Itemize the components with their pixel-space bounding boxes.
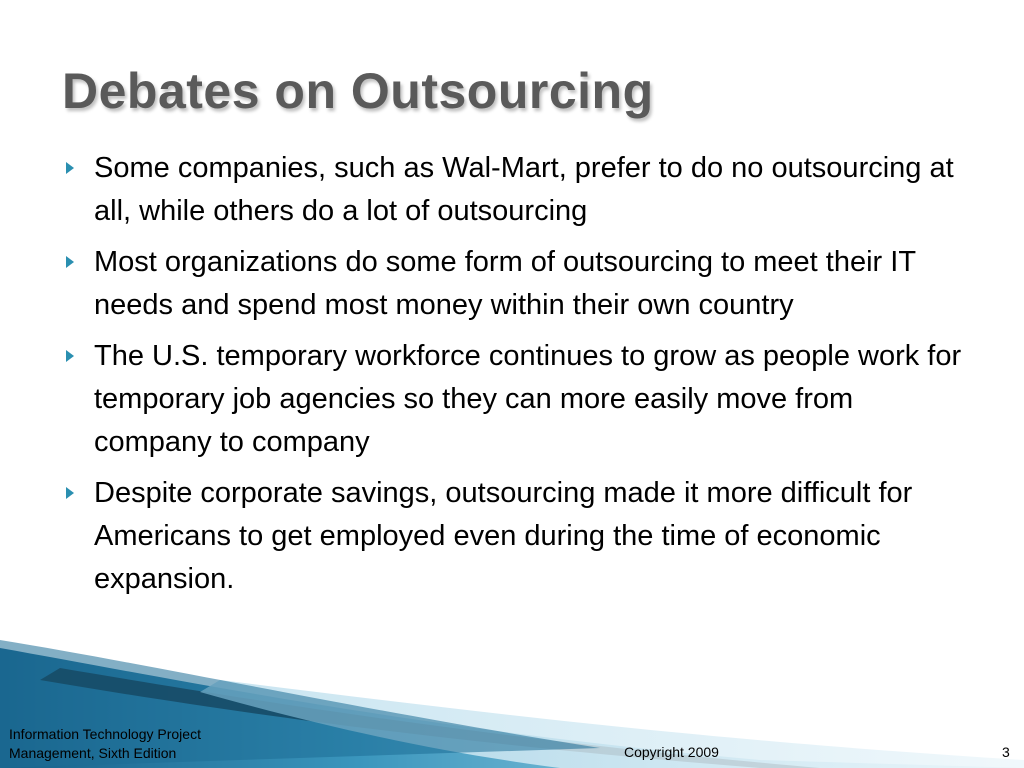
bullet-item — [64, 472, 974, 601]
slide-page-number: 3 — [1002, 744, 1010, 760]
triangle-bullet-icon — [66, 350, 74, 362]
footer-book-line2: Management, Sixth Edition — [9, 745, 177, 761]
bullet-list — [64, 147, 974, 609]
bullet-item — [64, 241, 974, 327]
triangle-bullet-icon — [66, 162, 74, 174]
footer-book-title — [9, 725, 201, 763]
bullet-item — [64, 147, 974, 233]
footer-copyright: Copyright 2009 — [624, 744, 719, 760]
footer-book-line1: Information Technology Project — [9, 726, 201, 742]
triangle-bullet-icon — [66, 256, 74, 268]
bullet-text: The U.S. temporary workforce continues to grow as people work for temporary job agencies so they can more easily move from company to company — [94, 340, 962, 458]
bullet-text: Some companies, such as Wal-Mart, prefer to do no outsourcing at all, while others do a lot of outsourcing — [94, 152, 954, 227]
bullet-text: Most organizations do some form of outsourcing to meet their IT needs and spend most money within their own country — [94, 246, 916, 321]
bullet-text: Despite corporate savings, outsourcing made it more difficult for Americans to get employed even during the time of economic expansion. — [94, 477, 913, 595]
triangle-bullet-icon — [66, 487, 74, 499]
slide-title: Debates on Outsourcing — [62, 63, 654, 119]
bullet-item — [64, 335, 974, 464]
